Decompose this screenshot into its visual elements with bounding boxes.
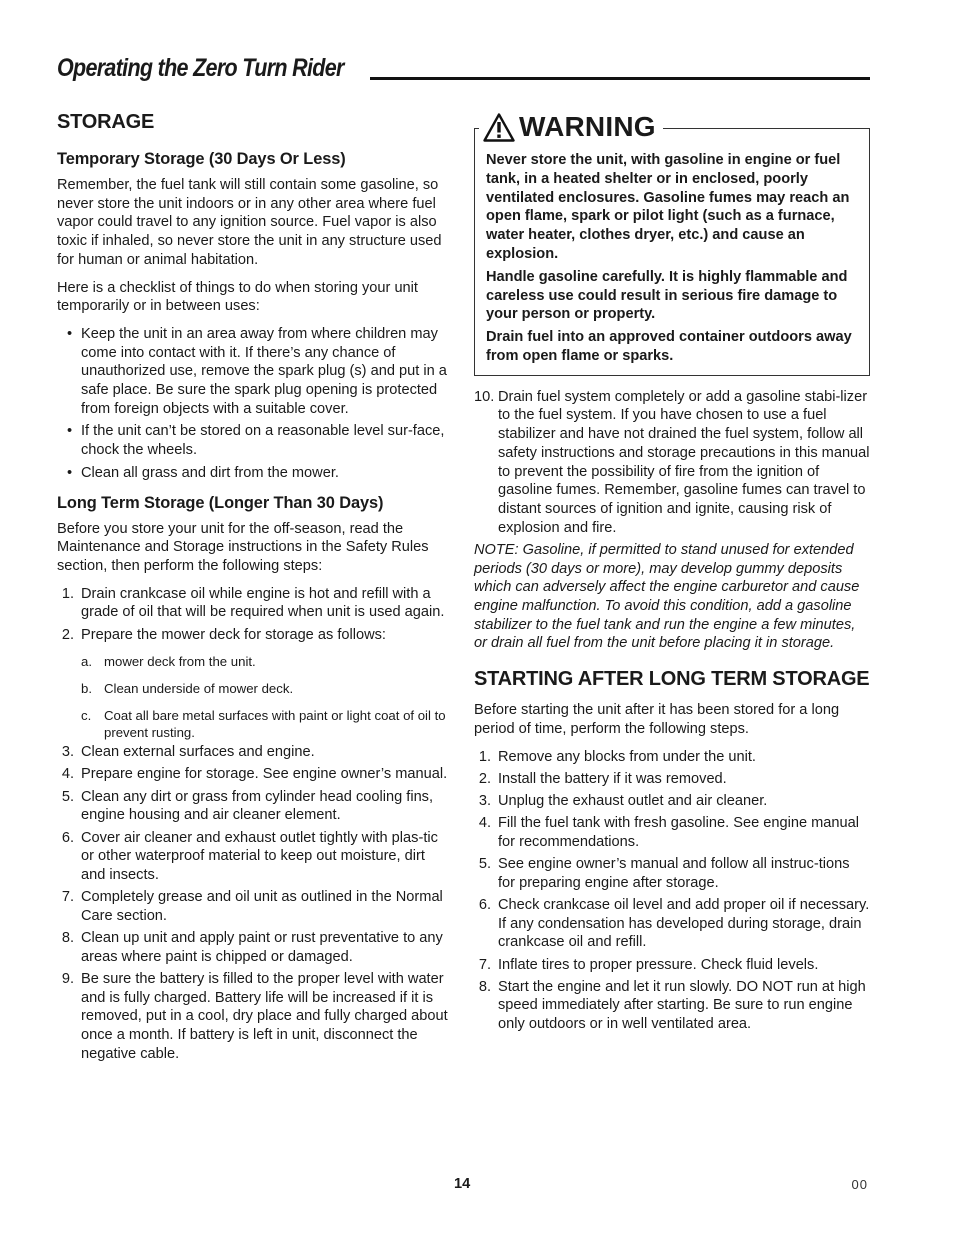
page-code: 00 <box>851 1177 868 1192</box>
step-text: Clean any dirt or grass from cylinder head cooling fins, engine housing and air cleaner element. <box>81 788 434 824</box>
list-item <box>474 814 870 851</box>
bullet-icon: • <box>67 464 73 481</box>
warning-title <box>479 111 663 143</box>
mower-deck-substeps <box>57 654 453 741</box>
step-text: Prepare the mower deck for storage as follows: <box>81 626 386 643</box>
page-title: Operating the Zero Turn Rider <box>57 54 344 82</box>
step-text: Inflate tires to proper pressure. Check fluid levels. <box>498 956 819 973</box>
list-item-text: If the unit can’t be stored on a reasonable level sur-face, chock the wheels. <box>81 423 445 459</box>
step-text: Check crankcase oil level and add proper oil if necessary. If any condensation has developed during storage, drain crankcase oil and refill. <box>498 896 870 951</box>
step-number: 1. <box>61 585 74 602</box>
list-item <box>57 788 453 825</box>
long-term-steps <box>57 585 453 645</box>
right-column <box>474 112 870 1037</box>
page-header <box>57 53 870 83</box>
list-item <box>57 464 453 483</box>
step-number: 7. <box>478 956 491 973</box>
list-item <box>57 626 453 645</box>
step-text: Drain crankcase oil while engine is hot and refill with a grade of oil that will be required when unit is used again. <box>81 585 445 621</box>
step-number: 9. <box>61 971 74 987</box>
list-item <box>474 770 870 789</box>
list-item-text: Clean all grass and dirt from the mower. <box>81 464 339 481</box>
list-item <box>474 896 870 952</box>
bullet-icon: • <box>67 423 73 440</box>
list-item <box>57 929 453 966</box>
list-item <box>57 765 453 784</box>
substep-letter: c. <box>81 708 92 724</box>
storage-heading: STORAGE <box>57 111 155 133</box>
step-text: Install the battery if it was removed. <box>498 770 727 787</box>
temporary-storage-paragraph-1: Remember, the fuel tank will still contain some gasoline, so never store the unit indoors or in any other area where fuel vapor could travel to any ignition source. Fuel vapor is also toxic if inhaled, so never store the unit in any structure used for human or animal habitation. <box>57 177 442 268</box>
list-item <box>57 654 453 671</box>
step-number: 5. <box>478 856 491 873</box>
step-number: 2. <box>61 626 74 643</box>
substep-text: mower deck from the unit. <box>104 654 256 670</box>
left-column <box>57 109 453 1067</box>
step-text: Clean external surfaces and engine. <box>81 744 315 761</box>
step-number: 3. <box>61 744 74 761</box>
list-item <box>57 708 453 741</box>
warning-paragraph-1: Never store the unit, with gasoline in engine or fuel tank, in a heated shelter or in enclosed, poorly ventilated enclosures. Gasoline fumes may reach an open flame, spark or pilot light (such as a furnace, water heater, clothes dryer, etc.) and cause an explosion. <box>486 152 850 262</box>
step-number: 3. <box>478 792 491 809</box>
temporary-storage-heading: Temporary Storage (30 Days Or Less) <box>57 150 346 168</box>
starting-after-storage-paragraph: Before starting the unit after it has been stored for a long period of time, perform the following steps. <box>474 702 840 737</box>
step-number: 4. <box>478 815 491 832</box>
step-number: 8. <box>478 978 491 995</box>
list-item <box>474 748 870 767</box>
list-item <box>57 970 453 1064</box>
long-term-steps-final <box>474 388 870 538</box>
step-text: Prepare engine for storage. See engine owner’s manual. <box>81 766 448 783</box>
step-text: Start the engine and let it run slowly. DO NOT run at high speed immediately after starting. Be sure to run engine only outdoors or in well ventilated area. <box>498 978 866 1033</box>
list-item <box>57 743 453 762</box>
step-text: Clean up unit and apply paint or rust preventative to any areas where paint is chipped or damaged. <box>81 930 443 965</box>
step-number: 8. <box>61 930 74 947</box>
long-term-storage-paragraph: Before you store your unit for the off-season, read the Maintenance and Storage instructions in the Safety Rules section, then perform the following steps: <box>57 520 429 574</box>
step-text: Cover air cleaner and exhaust outlet tightly with plas-tic or other waterproof material to keep out moisture, dirt and insects. <box>81 829 438 883</box>
temporary-storage-paragraph-2: Here is a checklist of things to do when storing your unit temporarily or in between uses: <box>57 279 418 315</box>
step-text: Fill the fuel tank with fresh gasoline. See engine manual for recommendations. <box>498 815 860 850</box>
step-number: 2. <box>478 770 491 787</box>
starting-steps <box>474 748 870 1034</box>
page-number: 14 <box>454 1176 471 1192</box>
header-rule <box>370 77 870 80</box>
list-item <box>57 585 453 622</box>
step-number: 6. <box>478 896 491 913</box>
warning-box <box>474 111 870 376</box>
list-item <box>57 325 453 419</box>
substep-letter: b. <box>81 681 92 697</box>
list-item <box>474 792 870 811</box>
step-number: 1. <box>478 748 491 765</box>
list-item <box>57 681 453 698</box>
temporary-storage-checklist <box>57 325 453 483</box>
list-item <box>57 422 453 459</box>
long-term-steps-continued <box>57 743 453 1063</box>
step-text: Drain fuel system completely or add a gasoline stabi-lizer to the fuel system. If you have chosen to use a fuel stabilizer and have not drained the fuel system, follow all safety instructions and storage precautions in this manual to prevent the possibility of fire from the ignition of gasoline fumes. Remember, gasoline fumes can travel to distant sources of ignition and ignite, causing risk of explosion and fire. <box>498 388 870 536</box>
step-number: 5. <box>61 788 74 805</box>
substep-text: Coat all bare metal surfaces with paint or light coat of oil to prevent rusting. <box>104 708 446 740</box>
long-term-storage-heading: Long Term Storage (Longer Than 30 Days) <box>57 493 384 512</box>
warning-triangle-icon <box>483 113 515 142</box>
list-item <box>57 829 453 885</box>
warning-paragraph-2: Handle gasoline carefully. It is highly flammable and careless use could result in serious fire damage to your person or property. <box>486 268 848 323</box>
step-text: Remove any blocks from under the unit. <box>498 748 756 765</box>
warning-paragraph-3: Drain fuel into an approved container outdoors away from open flame or sparks. <box>486 329 852 364</box>
warning-title-text: WARNING <box>519 111 656 142</box>
substep-letter: a. <box>81 654 92 670</box>
list-item <box>474 855 870 892</box>
step-text: Unplug the exhaust outlet and air cleaner. <box>498 792 768 809</box>
step-number: 6. <box>61 829 74 846</box>
step-text: See engine owner’s manual and follow all instruc-tions for preparing engine after storage. <box>498 856 850 891</box>
step-text: Completely grease and oil unit as outlined in the Normal Care section. <box>81 889 443 924</box>
list-item <box>57 888 453 925</box>
step-number: 4. <box>61 766 74 783</box>
list-item <box>474 956 870 975</box>
bullet-icon: • <box>67 325 73 342</box>
step-number: 7. <box>61 889 74 906</box>
step-number: 10. <box>474 388 495 405</box>
step-text: Be sure the battery is filled to the proper level with water and is fully charged. Battery life will be increased if it is removed, put in a cool, dry place and fully charged about once a month. If battery is left in unit, disconnect the negative cable. <box>81 971 448 1062</box>
list-item-text: Keep the unit in an area away from where children may come into contact with it. If there’s any chance of unauthorized use, remove the spark plug (s) and put in a safe place. Be sure the spark plug opening is protected from foreign objects with a suitable cover. <box>81 325 447 417</box>
starting-after-storage-heading: STARTING AFTER LONG TERM STORAGE <box>474 668 870 691</box>
substep-text: Clean underside of mower deck. <box>104 681 294 697</box>
gasoline-note: NOTE: Gasoline, if permitted to stand unused for extended periods (30 days or more), may develop gummy deposits which can adversely affect the engine carburetor and cause engine malfunction. To avoid this condition, add a gasoline stabilizer to the fuel tank and run the engine a few minutes, or drain all fuel from the unit before placing it in storage. <box>474 541 860 652</box>
list-item <box>474 978 870 1034</box>
list-item <box>474 388 870 538</box>
